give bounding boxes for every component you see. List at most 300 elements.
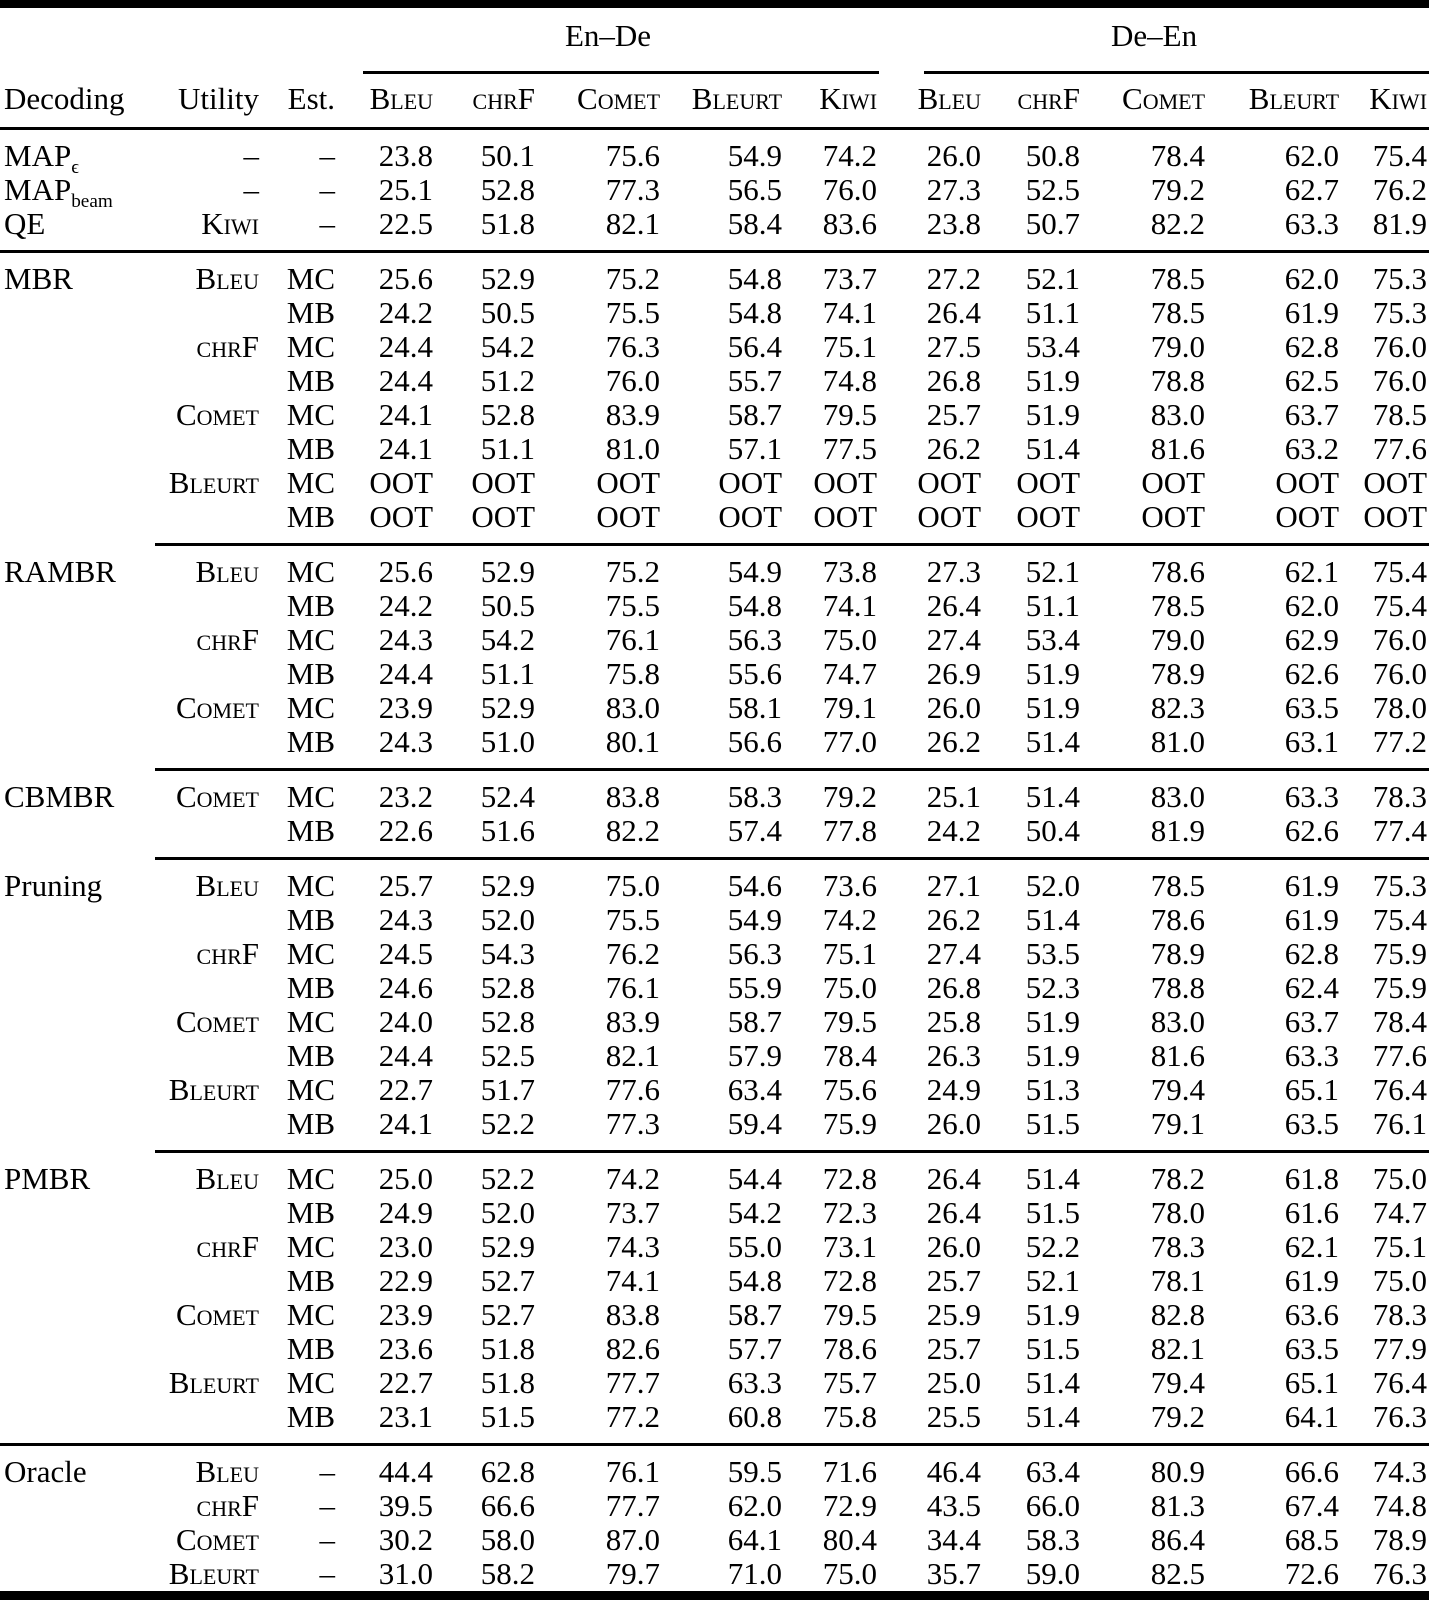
cell-value: 62.1 [1284, 1230, 1340, 1264]
cell-est: MC [286, 1366, 336, 1400]
table-row [0, 1557, 1429, 1591]
cell-value: 78.5 [1150, 262, 1206, 296]
cell-value: 54.9 [727, 139, 783, 173]
cell-value: 56.4 [727, 330, 783, 364]
cell-value: 75.4 [1372, 139, 1428, 173]
cell-value: 76.1 [605, 1455, 661, 1489]
cell-value: 75.9 [1372, 937, 1428, 971]
cell-decoding: Pruning [4, 869, 103, 903]
cell-value: 26.9 [926, 657, 982, 691]
cell-value: 26.8 [926, 364, 982, 398]
cell-value: 52.7 [480, 1298, 536, 1332]
table-row [0, 1523, 1429, 1557]
cell-utility: Bleu [195, 1455, 259, 1489]
cell-value: 24.1 [378, 398, 434, 432]
cell-value: 63.4 [1025, 1455, 1081, 1489]
cell-est: MB [286, 500, 336, 534]
cell-decoding [0, 1230, 150, 1264]
cell-value: 63.3 [1284, 780, 1340, 814]
cell-value: 75.3 [1372, 262, 1428, 296]
cell-value: 57.9 [727, 1039, 783, 1073]
cell-est: MC [286, 1298, 336, 1332]
cell-value: 51.1 [1025, 296, 1081, 330]
cell-value: 25.1 [378, 173, 434, 207]
cell-value: 25.6 [378, 555, 434, 589]
cell-decoding [0, 814, 150, 848]
table-row [0, 780, 1429, 814]
cell-decoding: PMBR [4, 1162, 91, 1196]
cell-value: 58.7 [727, 1298, 783, 1332]
table-row [0, 1332, 1429, 1366]
cell-value: 54.4 [727, 1162, 783, 1196]
cell-utility: Bleurt [168, 1366, 259, 1400]
cell-value: 77.4 [1372, 814, 1428, 848]
cell-value: OOT [596, 500, 661, 534]
cell-est: MC [286, 398, 336, 432]
table-row [0, 1230, 1429, 1264]
cell-value: 26.4 [926, 589, 982, 623]
cell-value: 76.0 [822, 173, 878, 207]
cell-decoding [0, 903, 150, 937]
cell-est: MB [286, 589, 336, 623]
cell-value: 81.0 [605, 432, 661, 466]
cell-value: 73.1 [822, 1230, 878, 1264]
section-rule [0, 1443, 1429, 1446]
cell-value: 52.9 [480, 869, 536, 903]
cell-value: 75.1 [822, 330, 878, 364]
cell-decoding: CBMBR [4, 780, 115, 814]
col-header-kiwi-ende: Kiwi [819, 81, 878, 116]
cell-value: 74.8 [1372, 1489, 1428, 1523]
cell-decoding [0, 398, 150, 432]
table-row [0, 1455, 1429, 1489]
cell-value: OOT [1016, 500, 1081, 534]
col-header-comet-deen: Comet [1122, 81, 1206, 116]
cell-value: 63.1 [1284, 725, 1340, 759]
cell-est: MC [286, 937, 336, 971]
cell-value: 62.1 [1284, 555, 1340, 589]
cell-decoding [0, 589, 150, 623]
cell-utility: Kiwi [201, 207, 259, 241]
cell-value: 79.1 [1150, 1107, 1206, 1141]
cell-value: 27.3 [926, 173, 982, 207]
cell-value: 27.3 [926, 555, 982, 589]
cell-value: OOT [813, 500, 878, 534]
table-row [0, 466, 1429, 500]
cell-value: 75.8 [822, 1400, 878, 1434]
cell-value: 78.0 [1150, 1196, 1206, 1230]
cell-value: 26.0 [926, 1107, 982, 1141]
cell-value: 62.9 [1284, 623, 1340, 657]
table-row [0, 1005, 1429, 1039]
cell-decoding [0, 1107, 150, 1141]
cell-value: 75.4 [1372, 903, 1428, 937]
cell-value: 79.4 [1150, 1366, 1206, 1400]
cell-value: 74.7 [822, 657, 878, 691]
cell-value: 66.6 [1284, 1455, 1340, 1489]
cell-est: MC [286, 555, 336, 589]
table-row [0, 500, 1429, 534]
cell-value: 54.9 [727, 903, 783, 937]
cell-value: 74.2 [605, 1162, 661, 1196]
table-row [0, 1489, 1429, 1523]
cell-value: 63.3 [1284, 207, 1340, 241]
cell-value: 26.2 [926, 903, 982, 937]
cell-value: 63.3 [1284, 1039, 1340, 1073]
table-row [0, 971, 1429, 1005]
cell-value: 44.4 [378, 1455, 434, 1489]
cell-value: 52.8 [480, 173, 536, 207]
table-row [0, 657, 1429, 691]
col-header-bleurt-deen: Bleurt [1248, 81, 1340, 116]
cell-value: 51.3 [1025, 1073, 1081, 1107]
cell-value: 79.5 [822, 1005, 878, 1039]
cell-decoding [0, 1557, 150, 1591]
cell-est: MC [286, 1005, 336, 1039]
cell-value: 24.4 [378, 364, 434, 398]
cell-value: 52.1 [1025, 262, 1081, 296]
cell-value: 52.7 [480, 1264, 536, 1298]
cell-decoding [0, 1298, 150, 1332]
cell-value: 79.2 [1150, 1400, 1206, 1434]
table-row [0, 1107, 1429, 1141]
col-header-comet-ende: Comet [577, 81, 661, 116]
cell-value: 58.2 [480, 1557, 536, 1591]
cell-value: 61.9 [1284, 1264, 1340, 1298]
cell-value: 52.5 [1025, 173, 1081, 207]
cell-value: 25.8 [926, 1005, 982, 1039]
group-header-de-en: De–En [1110, 18, 1198, 53]
cell-value: 64.1 [727, 1523, 783, 1557]
cell-value: 67.4 [1284, 1489, 1340, 1523]
cell-value: 83.8 [605, 1298, 661, 1332]
cell-est: MC [286, 330, 336, 364]
table-row [0, 555, 1429, 589]
cell-value: 80.4 [822, 1523, 878, 1557]
cell-decoding: RAMBR [4, 555, 116, 589]
cell-value: 76.4 [1372, 1366, 1428, 1400]
cell-value: 50.5 [480, 296, 536, 330]
cell-value: 72.9 [822, 1489, 878, 1523]
cell-value: 58.7 [727, 398, 783, 432]
cell-value: 24.2 [378, 296, 434, 330]
cell-value: 74.1 [605, 1264, 661, 1298]
cell-est: MB [286, 432, 336, 466]
cell-est: MB [286, 1039, 336, 1073]
decoding-subscript: ϵ [71, 157, 79, 173]
cell-value: 27.2 [926, 262, 982, 296]
cell-value: 52.0 [480, 903, 536, 937]
cell-value: 24.5 [378, 937, 434, 971]
cell-value: 71.6 [822, 1455, 878, 1489]
table-row [0, 296, 1429, 330]
cell-value: 54.8 [727, 296, 783, 330]
cell-value: 78.4 [822, 1039, 878, 1073]
cell-value: 83.0 [1150, 780, 1206, 814]
cell-value: 61.9 [1284, 296, 1340, 330]
col-header-bleurt-ende: Bleurt [691, 81, 783, 116]
table-body [0, 139, 1429, 1591]
cell-value: 74.2 [822, 139, 878, 173]
cell-value: OOT [1363, 466, 1428, 500]
cell-utility: Bleu [195, 869, 259, 903]
cell-value: 81.3 [1150, 1489, 1206, 1523]
table-row [0, 1264, 1429, 1298]
cell-value: 74.3 [1372, 1455, 1428, 1489]
cell-value: 27.4 [926, 937, 982, 971]
cell-utility [150, 1332, 261, 1366]
cell-value: 78.9 [1372, 1523, 1428, 1557]
cell-value: 75.0 [822, 623, 878, 657]
cell-value: 50.4 [1025, 814, 1081, 848]
table-row [0, 623, 1429, 657]
cell-value: 51.4 [1025, 1366, 1081, 1400]
cell-utility: Comet [175, 691, 259, 725]
cell-value: 73.8 [822, 555, 878, 589]
cell-value: OOT [1275, 500, 1340, 534]
cell-value: 51.9 [1025, 1005, 1081, 1039]
section-separator [0, 241, 1429, 262]
cell-value: 52.2 [480, 1162, 536, 1196]
group-header-row [0, 8, 1429, 64]
cell-value: 58.7 [727, 1005, 783, 1039]
cell-utility: chrF [196, 623, 259, 657]
cell-value: 61.9 [1284, 869, 1340, 903]
cell-value: 25.7 [926, 398, 982, 432]
cell-value: 76.0 [605, 364, 661, 398]
cell-value: 81.6 [1150, 1039, 1206, 1073]
cell-value: 81.6 [1150, 432, 1206, 466]
cell-value: 59.0 [1025, 1557, 1081, 1591]
cell-value: 23.0 [378, 1230, 434, 1264]
cell-value: 54.6 [727, 869, 783, 903]
cell-value: 66.0 [1025, 1489, 1081, 1523]
cell-value: 63.3 [727, 1366, 783, 1400]
cell-value: 78.1 [1150, 1264, 1206, 1298]
cell-value: 23.1 [378, 1400, 434, 1434]
col-header-est: Est. [287, 81, 336, 116]
cell-value: 24.4 [378, 1039, 434, 1073]
cell-value: 82.2 [605, 814, 661, 848]
cell-est: MC [286, 623, 336, 657]
cell-value: 62.5 [1284, 364, 1340, 398]
cell-value: 52.0 [1025, 869, 1081, 903]
cell-value: 56.5 [727, 173, 783, 207]
cell-value: 23.8 [378, 139, 434, 173]
cell-value: 63.6 [1284, 1298, 1340, 1332]
cell-value: 76.0 [1372, 623, 1428, 657]
cell-value: 54.2 [480, 330, 536, 364]
cell-value: 39.5 [378, 1489, 434, 1523]
cell-value: 72.6 [1284, 1557, 1340, 1591]
cell-value: 86.4 [1150, 1523, 1206, 1557]
header-rule-row [0, 118, 1429, 139]
cell-value: 65.1 [1284, 1366, 1340, 1400]
cell-value: 31.0 [378, 1557, 434, 1591]
cell-value: 78.9 [1150, 657, 1206, 691]
cell-value: 26.0 [926, 139, 982, 173]
cell-value: 56.3 [727, 623, 783, 657]
cell-decoding [0, 1489, 150, 1523]
cell-value: 52.9 [480, 691, 536, 725]
cell-value: 24.3 [378, 903, 434, 937]
cell-decoding: $MAP_{beam}$ [0, 173, 150, 207]
table-row [0, 330, 1429, 364]
cell-value: 74.2 [822, 903, 878, 937]
cell-value: 25.7 [926, 1332, 982, 1366]
col-header-bleu-ende: Bleu [369, 81, 434, 116]
column-header-row [0, 80, 1429, 118]
cell-value: 24.2 [378, 589, 434, 623]
cell-value: 27.4 [926, 623, 982, 657]
cell-value: 75.1 [822, 937, 878, 971]
cell-value: 51.9 [1025, 364, 1081, 398]
cell-value: 51.4 [1025, 903, 1081, 937]
cell-value: 75.5 [605, 903, 661, 937]
cell-value: 78.3 [1372, 1298, 1428, 1332]
cell-value: 75.2 [605, 262, 661, 296]
cell-value: 61.9 [1284, 903, 1340, 937]
cell-utility [150, 657, 261, 691]
cell-value: 81.9 [1372, 207, 1428, 241]
cell-value: 79.0 [1150, 623, 1206, 657]
cell-value: 24.0 [378, 1005, 434, 1039]
cell-value: 72.8 [822, 1162, 878, 1196]
cell-value: 63.7 [1284, 1005, 1340, 1039]
cell-value: 26.4 [926, 296, 982, 330]
cell-est: MB [286, 1400, 336, 1434]
cell-value: 62.8 [1284, 330, 1340, 364]
cell-value: 25.1 [926, 780, 982, 814]
cell-value: 58.0 [480, 1523, 536, 1557]
cell-value: 50.1 [480, 139, 536, 173]
cell-value: 51.0 [480, 725, 536, 759]
group-header-en-de: En–De [564, 18, 652, 53]
cell-value: 78.4 [1150, 139, 1206, 173]
cell-value: 80.9 [1150, 1455, 1206, 1489]
cell-value: 82.1 [605, 1039, 661, 1073]
section-separator [0, 848, 1429, 869]
cell-est: MC [286, 1230, 336, 1264]
cell-value: 78.5 [1150, 869, 1206, 903]
cell-decoding [0, 1196, 150, 1230]
cell-value: 51.8 [480, 1332, 536, 1366]
cell-value: 76.0 [1372, 330, 1428, 364]
cell-value: 51.4 [1025, 1162, 1081, 1196]
cell-utility: chrF [196, 937, 259, 971]
cell-est: – [319, 1557, 336, 1591]
table-row [0, 432, 1429, 466]
cell-utility [150, 364, 261, 398]
cell-value: 23.8 [926, 207, 982, 241]
cell-value: 77.7 [605, 1489, 661, 1523]
cell-value: 51.9 [1025, 657, 1081, 691]
cell-value: 52.8 [480, 971, 536, 1005]
cell-value: 52.9 [480, 262, 536, 296]
cell-value: 63.4 [727, 1073, 783, 1107]
cell-value: 74.8 [822, 364, 878, 398]
cell-value: OOT [596, 466, 661, 500]
cell-utility: Bleurt [168, 1557, 259, 1591]
col-header-bleu-deen: Bleu [917, 81, 982, 116]
cell-value: 75.9 [822, 1107, 878, 1141]
cell-value: 50.5 [480, 589, 536, 623]
cell-value: 79.4 [1150, 1073, 1206, 1107]
cell-value: 79.7 [605, 1557, 661, 1591]
cell-value: 82.5 [1150, 1557, 1206, 1591]
table-row [0, 364, 1429, 398]
cell-value: 23.6 [378, 1332, 434, 1366]
cell-value: 64.1 [1284, 1400, 1340, 1434]
cell-value: 63.2 [1284, 432, 1340, 466]
cell-value: 23.2 [378, 780, 434, 814]
cell-value: 87.0 [605, 1523, 661, 1557]
cell-value: 57.7 [727, 1332, 783, 1366]
cell-value: 73.6 [822, 869, 878, 903]
cell-value: OOT [369, 466, 434, 500]
cell-utility: Bleu [195, 262, 259, 296]
group-header-rules-row [0, 64, 1429, 80]
cell-value: 62.4 [1284, 971, 1340, 1005]
table-row [0, 725, 1429, 759]
cell-value: 79.1 [822, 691, 878, 725]
cell-value: 25.6 [378, 262, 434, 296]
cell-value: 53.4 [1025, 623, 1081, 657]
cell-est: MB [286, 1264, 336, 1298]
col-header-utility: Utility [178, 81, 259, 116]
cell-value: 26.0 [926, 1230, 982, 1264]
cell-value: 74.3 [605, 1230, 661, 1264]
col-header-chrf-ende: chrF [472, 81, 536, 116]
cell-value: 78.8 [1150, 971, 1206, 1005]
cell-value: 25.0 [926, 1366, 982, 1400]
cell-est: MB [286, 971, 336, 1005]
cell-value: 30.2 [378, 1523, 434, 1557]
cell-value: 77.0 [822, 725, 878, 759]
cell-value: 54.8 [727, 1264, 783, 1298]
cell-value: 62.0 [1284, 139, 1340, 173]
cell-value: 24.9 [378, 1196, 434, 1230]
cell-value: 51.1 [1025, 589, 1081, 623]
cell-value: 25.0 [378, 1162, 434, 1196]
cell-value: 79.5 [822, 1298, 878, 1332]
cell-value: OOT [1363, 500, 1428, 534]
cell-value: 34.4 [926, 1523, 982, 1557]
cell-value: 62.8 [480, 1455, 536, 1489]
cell-est: – [319, 173, 336, 207]
cell-value: 51.4 [1025, 780, 1081, 814]
cell-est: MB [286, 1332, 336, 1366]
table-row [0, 1400, 1429, 1434]
cell-value: 51.5 [1025, 1196, 1081, 1230]
cell-value: OOT [917, 466, 982, 500]
cell-value: 83.0 [605, 691, 661, 725]
cell-utility: Comet [175, 1005, 259, 1039]
col-header-kiwi-deen: Kiwi [1369, 81, 1428, 116]
cell-value: 52.3 [1025, 971, 1081, 1005]
cell-value: 78.9 [1150, 937, 1206, 971]
cell-est: MB [286, 657, 336, 691]
table-row [0, 1073, 1429, 1107]
cell-value: 52.8 [480, 398, 536, 432]
cell-utility: Bleu [195, 555, 259, 589]
cell-value: 24.4 [378, 330, 434, 364]
table-row [0, 903, 1429, 937]
cell-decoding [0, 971, 150, 1005]
cell-value: 27.5 [926, 330, 982, 364]
cell-value: 51.4 [1025, 1400, 1081, 1434]
cell-value: 82.1 [1150, 1332, 1206, 1366]
